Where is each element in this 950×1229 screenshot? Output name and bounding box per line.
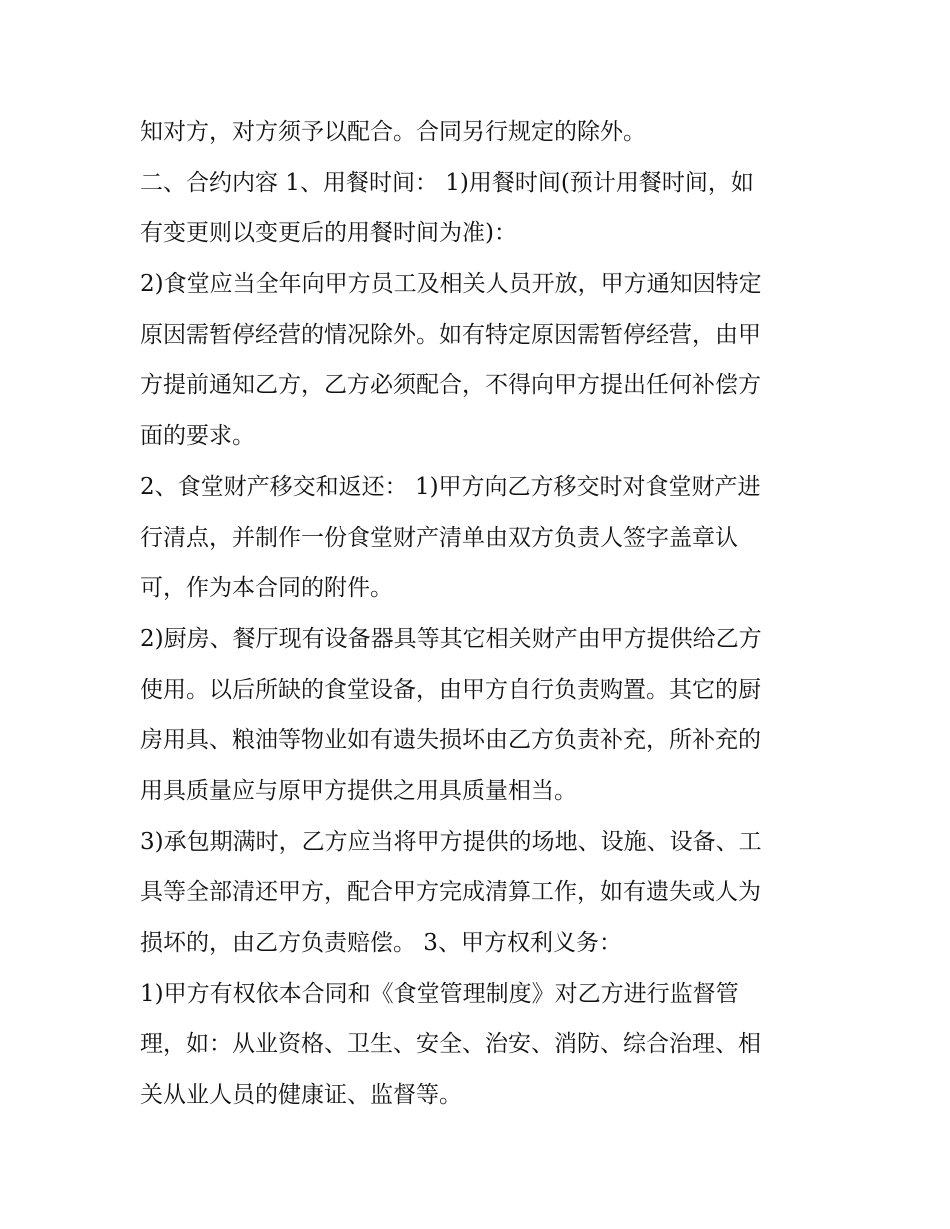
text-line: 2、食堂财产移交和返还： 1)甲方向乙方移交时对食堂财产进 xyxy=(140,473,761,500)
text-line: 用具质量应与原甲方提供之用具质量相当。 xyxy=(140,777,577,804)
text-line: 原因需暂停经营的情况除外。如有特定原因需暂停经营，由甲 xyxy=(140,321,761,348)
document-body xyxy=(140,107,820,1121)
text-line: 有变更则以变更后的用餐时间为准)： xyxy=(140,220,517,247)
text-line: 方提前通知乙方，乙方必须配合，不得向甲方提出任何补偿方 xyxy=(140,372,761,399)
text-line: 知对方，对方须予以配合。合同另行规定的除外。 xyxy=(140,119,646,145)
text-line: 损坏的，由乙方负责赔偿。 3、甲方权利义务： xyxy=(140,930,622,956)
text-line: 面的要求。 xyxy=(140,423,255,450)
text-line: 具等全部清还甲方，配合甲方完成清算工作，如有遗失或人为 xyxy=(140,879,761,906)
text-line: 二、合约内容 1、用餐时间： 1)用餐时间(预计用餐时间，如 xyxy=(140,169,754,196)
text-line: 1)甲方有权依本合同和《食堂管理制度》对乙方进行监督管 xyxy=(140,980,739,1007)
text-line: 理，如：从业资格、卫生、安全、治安、消防、综合治理、相 xyxy=(140,1031,761,1058)
text-line: 2)厨房、餐厅现有设备器具等其它相关财产由甲方提供给乙方 xyxy=(140,625,762,652)
text-line: 关从业人员的健康证、监督等。 xyxy=(140,1082,462,1109)
text-line: 3)承包期满时，乙方应当将甲方提供的场地、设施、设备、工 xyxy=(140,828,762,855)
text-line: 房用具、粮油等物业如有遗失损坏由乙方负责补充，所补充的 xyxy=(140,727,761,754)
text-line: 可，作为本合同的附件。 xyxy=(140,575,393,602)
text-line: 2)食堂应当全年向甲方员工及相关人员开放，甲方通知因特定 xyxy=(140,271,762,298)
text-line: 行清点，并制作一份食堂财产清单由双方负责人签字盖章认 xyxy=(140,524,738,551)
text-line: 使用。以后所缺的食堂设备，由甲方自行负责购置。其它的厨 xyxy=(140,676,761,703)
